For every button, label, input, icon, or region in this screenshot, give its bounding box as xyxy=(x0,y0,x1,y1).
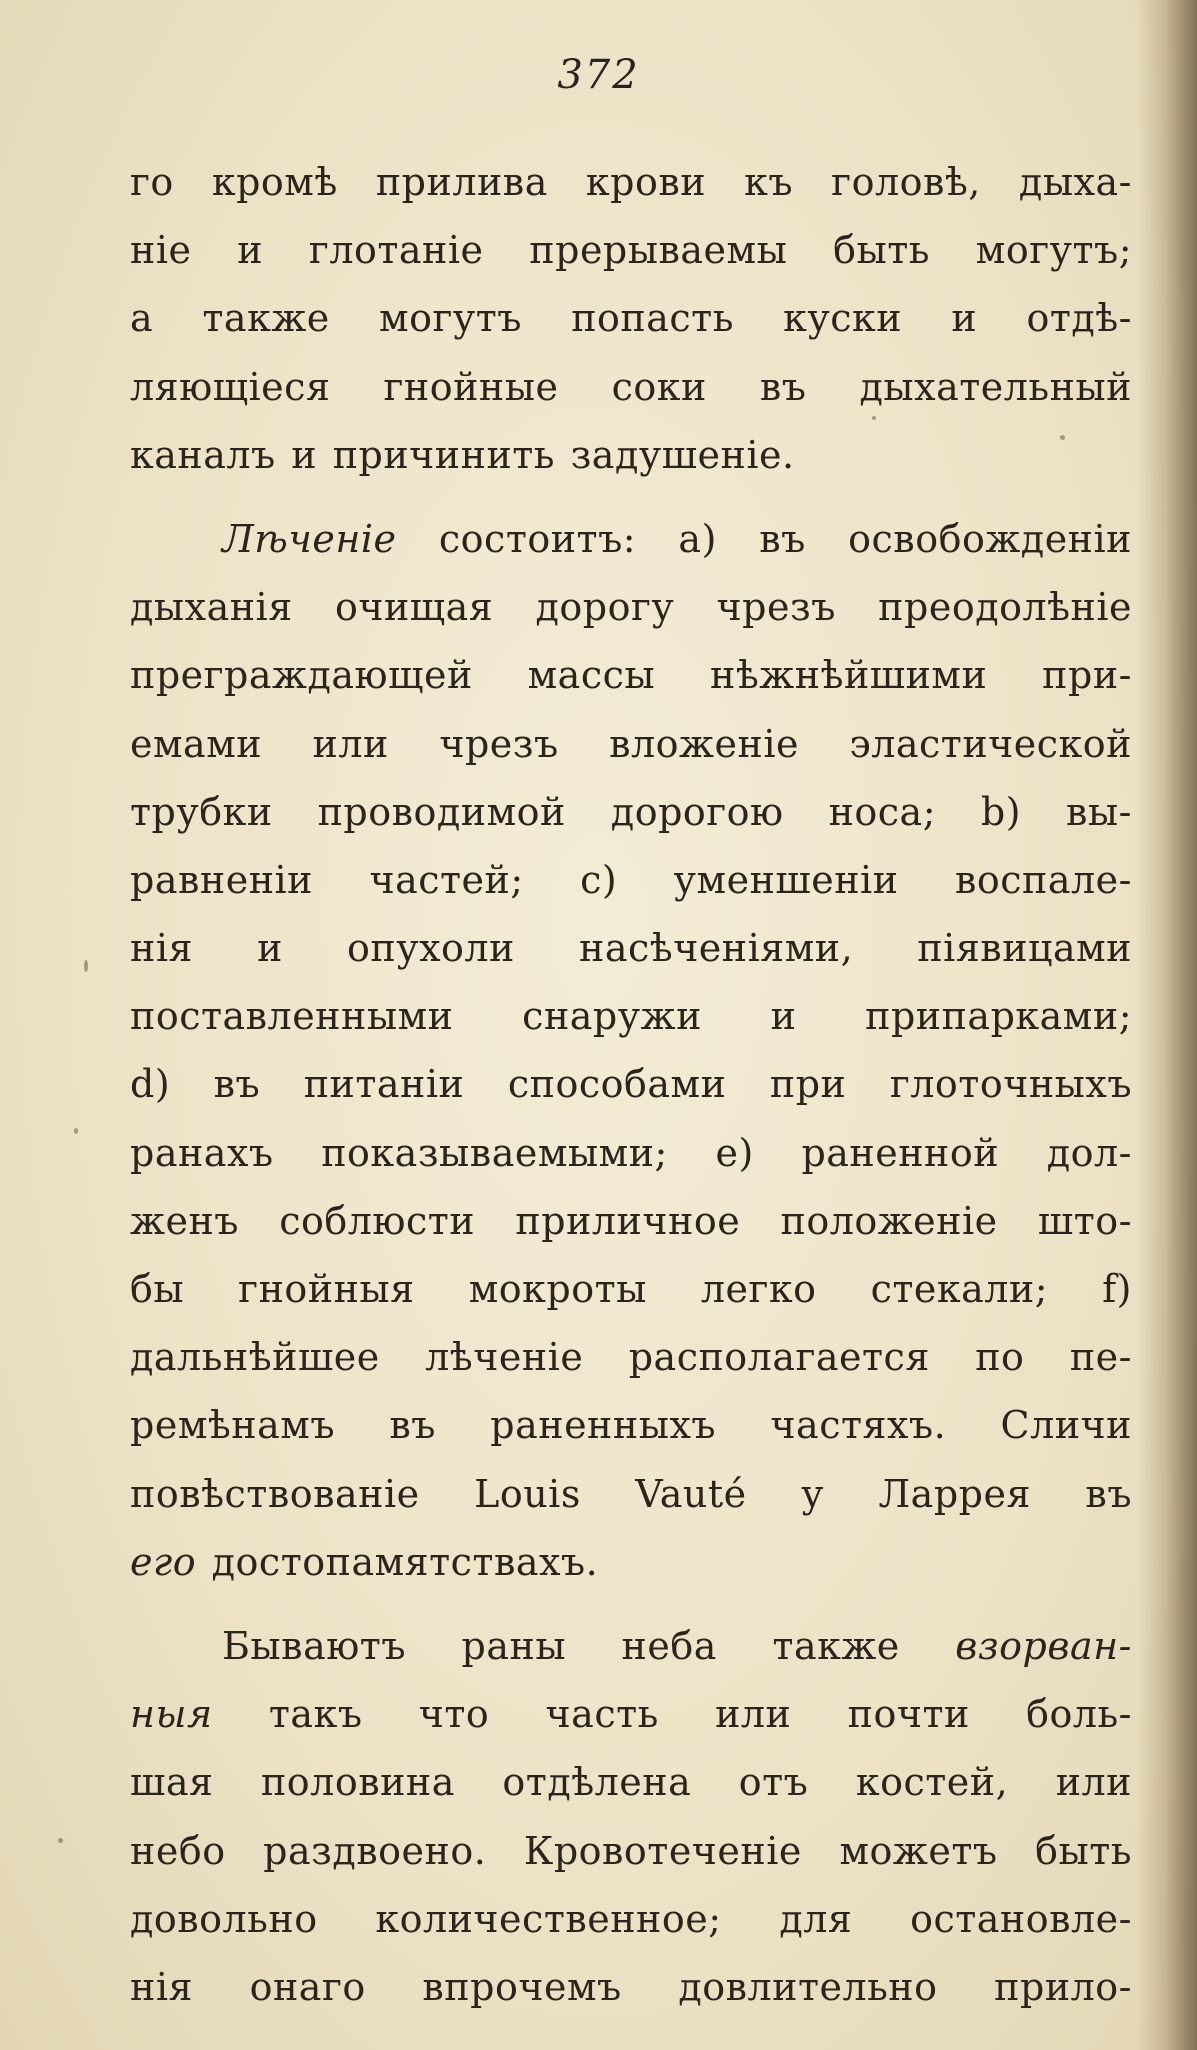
text-line xyxy=(130,1119,1132,1187)
text-run: довольно количественное; для остановле- xyxy=(130,1896,1132,1941)
text-run: повѣствованіе Louis Vauté у Ларрея въ xyxy=(130,1471,1132,1516)
italic-text: Лѣченіе xyxy=(222,516,397,561)
text-line xyxy=(130,846,1132,914)
text-run: емами или чрезъ вложеніе эластической xyxy=(130,721,1132,766)
text-run: шая половина отдѣлена отъ костей, или xyxy=(130,1760,1132,1805)
text-run: трубки проводимой дорогою носа; b) вы- xyxy=(130,789,1132,834)
text-line xyxy=(130,1460,1132,1528)
paragraph xyxy=(130,148,1132,489)
text-line xyxy=(130,1680,1132,1748)
text-run: достопамятствахъ. xyxy=(196,1539,599,1584)
text-run: дыханія очищая дорогу чрезъ преодолѣніе xyxy=(130,585,1132,630)
text-line xyxy=(130,1255,1132,1323)
paper-speck xyxy=(84,960,88,972)
text-line xyxy=(130,421,1132,489)
text-line xyxy=(130,1953,1132,2021)
paragraph-gap xyxy=(130,489,1132,505)
text-run: бы гнойныя мокроты легко стекали; f) xyxy=(130,1267,1132,1311)
text-run: равненіи частей; c) уменшеніи воспале- xyxy=(130,857,1132,902)
text-run: Бываютъ раны неба также xyxy=(222,1623,956,1668)
text-run: состоитъ: a) въ освобожденіи xyxy=(396,516,1132,561)
text-line xyxy=(130,1612,1132,1680)
text-line xyxy=(130,573,1132,641)
text-run: дальнѣйшее лѣченіе располагается по пе- xyxy=(130,1335,1132,1380)
text-line xyxy=(130,1885,1132,1953)
paper-speck xyxy=(58,1838,63,1843)
text-line xyxy=(130,1323,1132,1391)
text-run: го кромѣ прилива крови къ головѣ, дыха- xyxy=(130,160,1132,204)
page-number: 372 xyxy=(557,52,640,98)
text-line xyxy=(130,284,1132,352)
text-line xyxy=(130,641,1132,709)
text-line xyxy=(130,710,1132,778)
text-line xyxy=(130,353,1132,421)
paragraph xyxy=(130,505,1132,1596)
page-gutter-shadow xyxy=(1137,0,1197,2050)
text-line xyxy=(130,914,1132,982)
text-run: ранахъ показываемыми; e) раненной дол- xyxy=(130,1130,1132,1175)
text-line xyxy=(130,1050,1132,1118)
paper-speck xyxy=(74,1128,78,1134)
text-run: ремѣнамъ въ раненныхъ частяхъ. Сличи xyxy=(130,1403,1132,1448)
italic-text: его xyxy=(130,1539,197,1584)
text-line xyxy=(130,1748,1132,1816)
text-run: преграждающей массы нѣжнѣйшими при- xyxy=(130,653,1132,698)
text-line xyxy=(130,505,1132,573)
paragraph-gap xyxy=(130,1596,1132,1612)
italic-text: взорван- xyxy=(955,1623,1132,1668)
text-line xyxy=(130,1391,1132,1459)
paragraph xyxy=(130,1612,1132,2021)
text-line xyxy=(130,1528,1132,1596)
text-line xyxy=(130,778,1132,846)
text-run: d) въ питаніи способами при глоточныхъ xyxy=(130,1062,1132,1107)
text-run: а также могутъ попасть куски и отдѣ- xyxy=(130,296,1132,341)
text-run: такъ что часть или почти боль- xyxy=(212,1692,1132,1737)
text-line xyxy=(130,148,1132,216)
text-run: ніе и глотаніе прерываемы быть могутъ; xyxy=(130,228,1132,273)
italic-text: ныя xyxy=(130,1692,213,1737)
text-line xyxy=(130,216,1132,284)
text-line xyxy=(130,1187,1132,1255)
text-run: поставленными снаружи и припарками; xyxy=(130,994,1132,1039)
body-text xyxy=(130,148,1132,2021)
text-run: ляющіеся гнойные соки въ дыхательный xyxy=(130,364,1132,409)
text-run: небо раздвоено. Кровотеченіе можетъ быть xyxy=(130,1828,1132,1873)
text-run: нія онаго впрочемъ довлительно прило- xyxy=(130,1964,1132,2009)
text-run: нія и опухоли насѣченіями, піявицами xyxy=(130,926,1132,971)
text-line xyxy=(130,982,1132,1050)
text-run: каналъ и причинить задушеніе. xyxy=(130,432,795,477)
text-line xyxy=(130,1817,1132,1885)
text-run: женъ соблюсти приличное положеніе што- xyxy=(130,1198,1132,1243)
